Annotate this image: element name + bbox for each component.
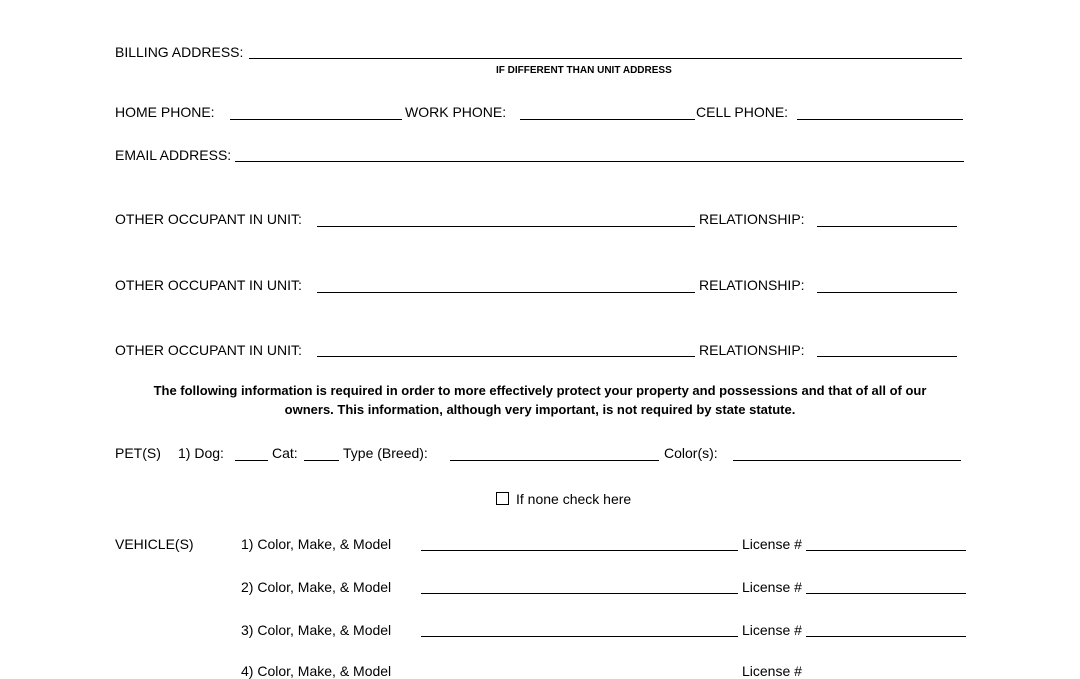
no-pets-checkbox[interactable] [496,492,509,505]
dog-label: 1) Dog: [178,445,224,461]
license-1-label: License # [742,536,802,552]
relationship-3-field[interactable] [817,356,957,357]
cell-phone-label: CELL PHONE: [696,104,789,120]
no-pets-option [496,491,631,507]
pet-color-label: Color(s): [664,445,718,461]
email-address-label: EMAIL ADDRESS: [115,147,232,163]
billing-address-field[interactable] [249,58,962,59]
license-2-label: License # [742,579,802,595]
notice-paragraph [100,381,980,419]
vehicle-3-label: 3) Color, Make, & Model [241,622,392,638]
pet-color-field[interactable] [733,460,961,461]
occupant-2-field[interactable] [317,292,695,293]
occupant-3-label: OTHER OCCUPANT IN UNIT: [115,342,302,358]
notice-line-2: owners. This information, although very important, is not required by state statute. [284,402,796,417]
notice-line-1: The following information is required in order to more effectively protect your property and possessions and that of all of our [153,383,927,398]
occupant-2-label: OTHER OCCUPANT IN UNIT: [115,277,302,293]
vehicle-1-label: 1) Color, Make, & Model [241,536,392,552]
vehicle-1-field[interactable] [421,550,738,551]
work-phone-field[interactable] [520,119,695,120]
no-pets-label: If none check here [516,491,632,507]
relationship-1-field[interactable] [817,226,957,227]
pets-label: PET(S) [115,445,161,461]
email-address-field[interactable] [235,161,964,162]
relationship-2-label: RELATIONSHIP: [699,277,805,293]
occupant-1-label: OTHER OCCUPANT IN UNIT: [115,211,302,227]
license-3-label: License # [742,622,802,638]
billing-address-note: IF DIFFERENT THAN UNIT ADDRESS [496,65,672,76]
home-phone-label: HOME PHONE: [115,104,215,120]
home-phone-field[interactable] [230,119,402,120]
vehicle-4-label: 4) Color, Make, & Model [241,663,392,679]
breed-label: Type (Breed): [343,445,428,461]
occupant-1-field[interactable] [317,226,695,227]
dog-field[interactable] [235,460,268,461]
cell-phone-field[interactable] [797,119,963,120]
cat-field[interactable] [304,460,339,461]
work-phone-label: WORK PHONE: [405,104,507,120]
cat-label: Cat: [272,445,298,461]
license-4-label: License # [742,663,802,679]
billing-address-label: BILLING ADDRESS: [115,44,244,60]
relationship-1-label: RELATIONSHIP: [699,211,805,227]
vehicles-label: VEHICLE(S) [115,536,194,552]
license-2-field[interactable] [806,593,966,594]
vehicle-3-field[interactable] [421,636,738,637]
vehicle-2-label: 2) Color, Make, & Model [241,579,392,595]
license-1-field[interactable] [806,550,966,551]
license-3-field[interactable] [806,636,966,637]
vehicle-2-field[interactable] [421,593,738,594]
relationship-3-label: RELATIONSHIP: [699,342,805,358]
relationship-2-field[interactable] [817,292,957,293]
breed-field[interactable] [450,460,659,461]
occupant-3-field[interactable] [317,356,695,357]
